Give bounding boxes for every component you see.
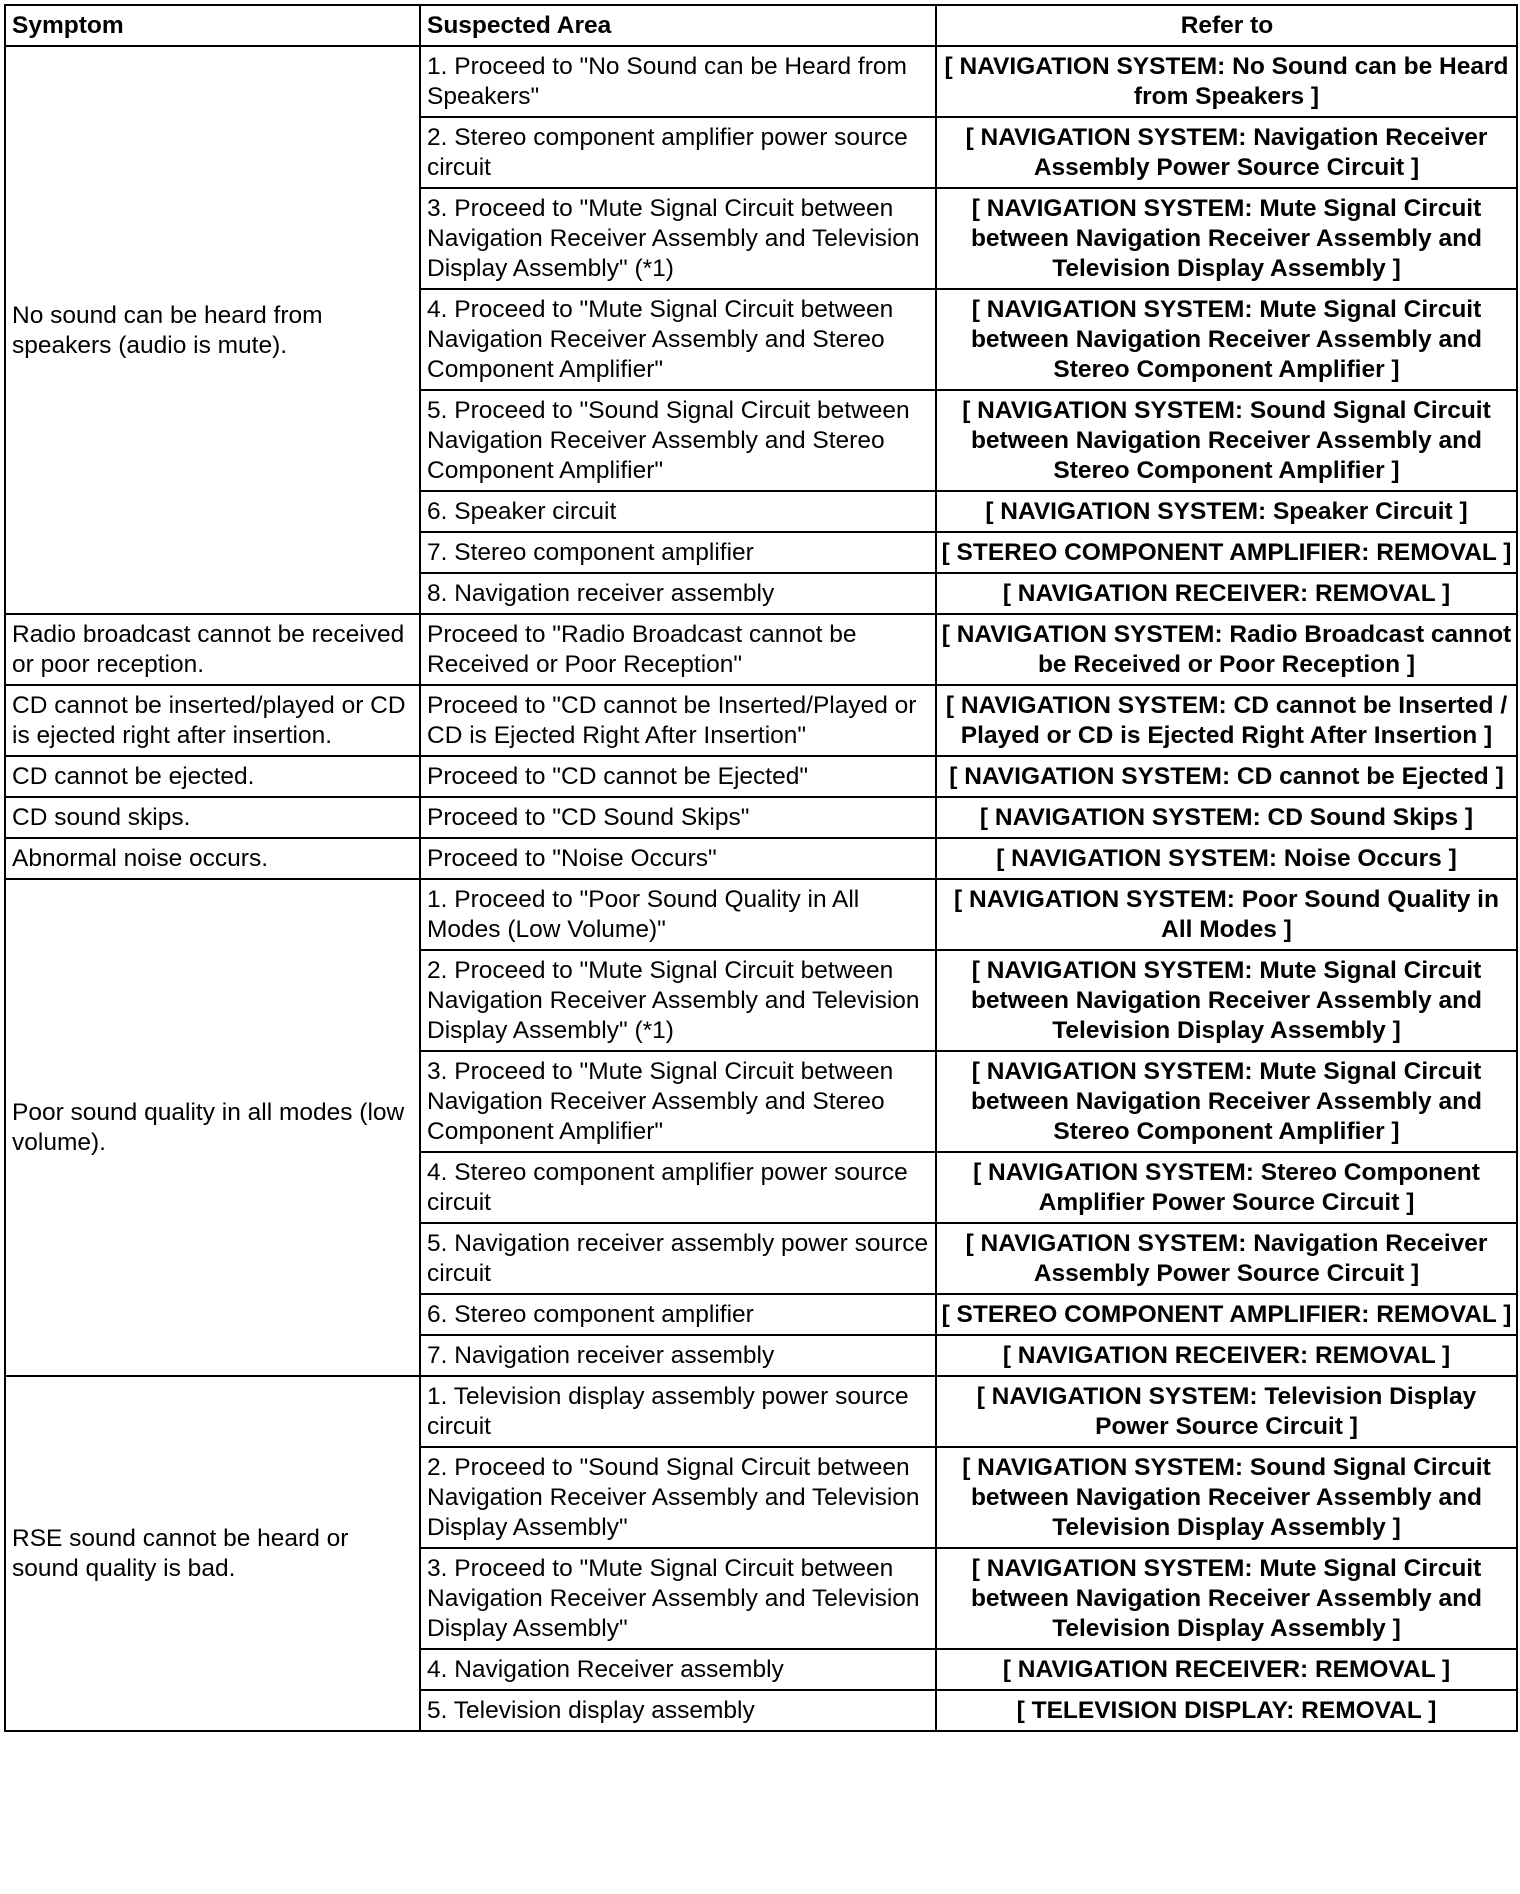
suspected-area-cell: 3. Proceed to "Mute Signal Circuit between Navigation Receiver Assembly and Stereo Component Amplifier" bbox=[420, 1051, 936, 1152]
refer-to-link[interactable]: [ NAVIGATION SYSTEM: Sound Signal Circuit between Navigation Receiver Assembly and Stereo Component Amplifier ] bbox=[936, 390, 1517, 491]
suspected-area-cell: 5. Proceed to "Sound Signal Circuit between Navigation Receiver Assembly and Stereo Component Amplifier" bbox=[420, 390, 936, 491]
suspected-area-cell: 7. Stereo component amplifier bbox=[420, 532, 936, 573]
refer-to-link[interactable]: [ NAVIGATION RECEIVER: REMOVAL ] bbox=[936, 1335, 1517, 1376]
suspected-area-cell: 2. Stereo component amplifier power source circuit bbox=[420, 117, 936, 188]
suspected-area-cell: 4. Proceed to "Mute Signal Circuit between Navigation Receiver Assembly and Stereo Component Amplifier" bbox=[420, 289, 936, 390]
refer-to-link[interactable]: [ NAVIGATION SYSTEM: Speaker Circuit ] bbox=[936, 491, 1517, 532]
symptom-cell: Abnormal noise occurs. bbox=[5, 838, 420, 879]
suspected-area-cell: 4. Stereo component amplifier power source circuit bbox=[420, 1152, 936, 1223]
refer-to-link[interactable]: [ NAVIGATION SYSTEM: Sound Signal Circuit between Navigation Receiver Assembly and Television Display Assembly ] bbox=[936, 1447, 1517, 1548]
suspected-area-cell: Proceed to "Radio Broadcast cannot be Received or Poor Reception" bbox=[420, 614, 936, 685]
suspected-area-cell: 2. Proceed to "Sound Signal Circuit between Navigation Receiver Assembly and Television Display Assembly" bbox=[420, 1447, 936, 1548]
suspected-area-cell: 6. Speaker circuit bbox=[420, 491, 936, 532]
refer-to-link[interactable]: [ NAVIGATION RECEIVER: REMOVAL ] bbox=[936, 573, 1517, 614]
suspected-area-cell: 1. Proceed to "No Sound can be Heard from Speakers" bbox=[420, 46, 936, 117]
refer-to-link[interactable]: [ NAVIGATION SYSTEM: Radio Broadcast cannot be Received or Poor Reception ] bbox=[936, 614, 1517, 685]
table-row bbox=[5, 614, 1517, 685]
refer-to-link[interactable]: [ NAVIGATION RECEIVER: REMOVAL ] bbox=[936, 1649, 1517, 1690]
table-body bbox=[5, 46, 1517, 1731]
suspected-area-cell: Proceed to "CD cannot be Ejected" bbox=[420, 756, 936, 797]
table-row bbox=[5, 685, 1517, 756]
suspected-area-cell: 5. Navigation receiver assembly power source circuit bbox=[420, 1223, 936, 1294]
symptom-cell: CD sound skips. bbox=[5, 797, 420, 838]
table-header-row bbox=[5, 5, 1517, 46]
suspected-area-cell: 4. Navigation Receiver assembly bbox=[420, 1649, 936, 1690]
table-row bbox=[5, 838, 1517, 879]
refer-to-link[interactable]: [ NAVIGATION SYSTEM: Mute Signal Circuit between Navigation Receiver Assembly and Television Display Assembly ] bbox=[936, 950, 1517, 1051]
symptom-cell: No sound can be heard from speakers (audio is mute). bbox=[5, 46, 420, 614]
refer-to-link[interactable]: [ NAVIGATION SYSTEM: CD cannot be Inserted / Played or CD is Ejected Right After Insertion ] bbox=[936, 685, 1517, 756]
suspected-area-cell: 6. Stereo component amplifier bbox=[420, 1294, 936, 1335]
table-row bbox=[5, 756, 1517, 797]
refer-to-link[interactable]: [ STEREO COMPONENT AMPLIFIER: REMOVAL ] bbox=[936, 1294, 1517, 1335]
refer-to-link[interactable]: [ NAVIGATION SYSTEM: Navigation Receiver Assembly Power Source Circuit ] bbox=[936, 1223, 1517, 1294]
symptom-cell: Radio broadcast cannot be received or poor reception. bbox=[5, 614, 420, 685]
refer-to-link[interactable]: [ NAVIGATION SYSTEM: Mute Signal Circuit between Navigation Receiver Assembly and Television Display Assembly ] bbox=[936, 1548, 1517, 1649]
refer-to-link[interactable]: [ NAVIGATION SYSTEM: Noise Occurs ] bbox=[936, 838, 1517, 879]
table-row bbox=[5, 797, 1517, 838]
suspected-area-cell: Proceed to "Noise Occurs" bbox=[420, 838, 936, 879]
suspected-area-cell: 1. Proceed to "Poor Sound Quality in All Modes (Low Volume)" bbox=[420, 879, 936, 950]
refer-to-link[interactable]: [ NAVIGATION SYSTEM: Mute Signal Circuit between Navigation Receiver Assembly and Television Display Assembly ] bbox=[936, 188, 1517, 289]
refer-to-link[interactable]: [ NAVIGATION SYSTEM: CD cannot be Ejected ] bbox=[936, 756, 1517, 797]
suspected-area-cell: 8. Navigation receiver assembly bbox=[420, 573, 936, 614]
symptom-cell: CD cannot be ejected. bbox=[5, 756, 420, 797]
suspected-area-cell: 1. Television display assembly power source circuit bbox=[420, 1376, 936, 1447]
refer-to-link[interactable]: [ NAVIGATION SYSTEM: Mute Signal Circuit between Navigation Receiver Assembly and Stereo Component Amplifier ] bbox=[936, 1051, 1517, 1152]
suspected-area-cell: 3. Proceed to "Mute Signal Circuit between Navigation Receiver Assembly and Television Display Assembly" (*1) bbox=[420, 188, 936, 289]
table-row bbox=[5, 46, 1517, 117]
refer-to-link[interactable]: [ NAVIGATION SYSTEM: Stereo Component Amplifier Power Source Circuit ] bbox=[936, 1152, 1517, 1223]
refer-to-link[interactable]: [ NAVIGATION SYSTEM: CD Sound Skips ] bbox=[936, 797, 1517, 838]
suspected-area-cell: 5. Television display assembly bbox=[420, 1690, 936, 1731]
problem-symptoms-table bbox=[4, 4, 1518, 1732]
problem-symptoms-table-container bbox=[4, 4, 1516, 1732]
header-suspected-area: Suspected Area bbox=[420, 5, 936, 46]
refer-to-link[interactable]: [ STEREO COMPONENT AMPLIFIER: REMOVAL ] bbox=[936, 532, 1517, 573]
suspected-area-cell: Proceed to "CD Sound Skips" bbox=[420, 797, 936, 838]
table-row bbox=[5, 879, 1517, 950]
suspected-area-cell: 3. Proceed to "Mute Signal Circuit between Navigation Receiver Assembly and Television Display Assembly" bbox=[420, 1548, 936, 1649]
refer-to-link[interactable]: [ NAVIGATION SYSTEM: Mute Signal Circuit between Navigation Receiver Assembly and Stereo Component Amplifier ] bbox=[936, 289, 1517, 390]
header-symptom: Symptom bbox=[5, 5, 420, 46]
header-refer-to: Refer to bbox=[936, 5, 1517, 46]
symptom-cell: RSE sound cannot be heard or sound quality is bad. bbox=[5, 1376, 420, 1731]
suspected-area-cell: Proceed to "CD cannot be Inserted/Played or CD is Ejected Right After Insertion" bbox=[420, 685, 936, 756]
suspected-area-cell: 2. Proceed to "Mute Signal Circuit between Navigation Receiver Assembly and Television Display Assembly" (*1) bbox=[420, 950, 936, 1051]
refer-to-link[interactable]: [ NAVIGATION SYSTEM: No Sound can be Heard from Speakers ] bbox=[936, 46, 1517, 117]
symptom-cell: CD cannot be inserted/played or CD is ejected right after insertion. bbox=[5, 685, 420, 756]
refer-to-link[interactable]: [ NAVIGATION SYSTEM: Poor Sound Quality in All Modes ] bbox=[936, 879, 1517, 950]
refer-to-link[interactable]: [ TELEVISION DISPLAY: REMOVAL ] bbox=[936, 1690, 1517, 1731]
table-row bbox=[5, 1376, 1517, 1447]
refer-to-link[interactable]: [ NAVIGATION SYSTEM: Navigation Receiver Assembly Power Source Circuit ] bbox=[936, 117, 1517, 188]
suspected-area-cell: 7. Navigation receiver assembly bbox=[420, 1335, 936, 1376]
refer-to-link[interactable]: [ NAVIGATION SYSTEM: Television Display Power Source Circuit ] bbox=[936, 1376, 1517, 1447]
symptom-cell: Poor sound quality in all modes (low volume). bbox=[5, 879, 420, 1376]
